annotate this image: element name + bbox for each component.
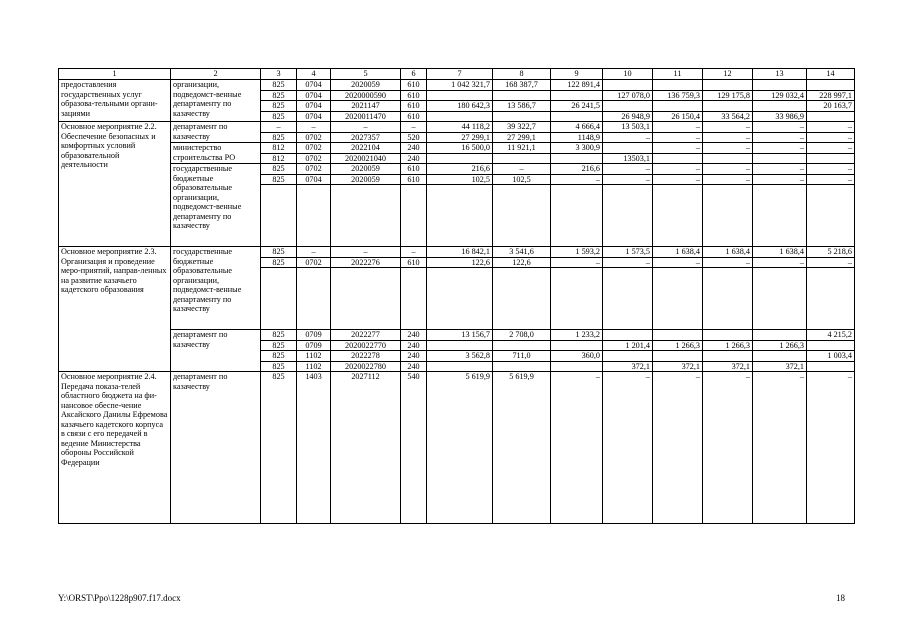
table-cell	[807, 153, 855, 164]
table-row	[59, 247, 855, 258]
table-cell: –	[331, 122, 401, 133]
header-cell: 2	[171, 69, 261, 80]
table-cell: –	[807, 143, 855, 154]
table-cell	[653, 80, 703, 91]
item-name: предоставления государственных услуг образова-тельными органи-зациями	[59, 80, 171, 122]
table-cell: 825	[261, 372, 297, 524]
table-cell: –	[653, 164, 703, 175]
table-cell: 825	[261, 330, 297, 341]
table-cell	[653, 351, 703, 362]
table-row	[59, 330, 855, 341]
table-cell: 11 921,1	[493, 143, 551, 154]
table-cell	[703, 330, 753, 341]
table-cell: –	[703, 132, 753, 143]
header-cell: 11	[653, 69, 703, 80]
table-cell: 102,5	[427, 174, 493, 185]
table-cell	[551, 340, 603, 351]
table-cell: 122,6	[493, 257, 551, 268]
table-cell: –	[603, 372, 653, 524]
table-cell: 610	[401, 101, 427, 112]
table-cell: 4 666,4	[551, 122, 603, 133]
executor-name: министерство строительства РО	[171, 143, 261, 164]
table-row	[59, 122, 855, 133]
table-cell: 520	[401, 132, 427, 143]
table-cell: 216,6	[551, 164, 603, 175]
table-cell: 0704	[297, 101, 331, 112]
table-cell: 825	[261, 111, 297, 122]
empty-cell	[297, 268, 331, 330]
table-cell: 2020000590	[331, 90, 401, 101]
header-cell: 14	[807, 69, 855, 80]
table-cell: 1102	[297, 361, 331, 372]
empty-cell	[551, 185, 603, 247]
table-cell: 13 156,7	[427, 330, 493, 341]
table-cell: 372,1	[753, 361, 807, 372]
table-cell	[493, 90, 551, 101]
header-cell: 4	[297, 69, 331, 80]
empty-cell	[331, 268, 401, 330]
table-cell: 812	[261, 153, 297, 164]
table-cell: 3 541,6	[493, 247, 551, 258]
table-row	[59, 80, 855, 91]
empty-cell	[401, 185, 427, 247]
table-cell: 2027357	[331, 132, 401, 143]
empty-cell	[603, 185, 653, 247]
table-cell: 372,1	[703, 361, 753, 372]
table-cell: –	[703, 122, 753, 133]
table-cell: 26 948,9	[603, 111, 653, 122]
header-cell: 10	[603, 69, 653, 80]
header-row	[59, 69, 855, 80]
empty-cell	[703, 185, 753, 247]
table-cell: –	[551, 372, 603, 524]
table-cell: –	[297, 122, 331, 133]
table-cell: 1 201,4	[603, 340, 653, 351]
table-cell	[551, 90, 603, 101]
table-cell: 2022278	[331, 351, 401, 362]
header-cell: 7	[427, 69, 493, 80]
table-cell: 240	[401, 340, 427, 351]
table-cell: –	[603, 132, 653, 143]
table-cell: 39 322,7	[493, 122, 551, 133]
table-cell	[807, 111, 855, 122]
table-cell: 26 150,4	[653, 111, 703, 122]
item-name: Основное мероприятие 2.2. Обеспечение безопасных и комфортных условий образовательной деятельности	[59, 122, 171, 247]
table-cell: 2020022780	[331, 361, 401, 372]
table-cell	[753, 80, 807, 91]
table-cell: –	[603, 257, 653, 268]
table-cell: 2020022770	[331, 340, 401, 351]
table-cell	[551, 111, 603, 122]
table-cell: 1148,9	[551, 132, 603, 143]
header-cell: 12	[703, 69, 753, 80]
table-cell: 1 266,3	[653, 340, 703, 351]
table-cell: 825	[261, 132, 297, 143]
table-cell: 2022276	[331, 257, 401, 268]
table-cell: 372,1	[653, 361, 703, 372]
table-cell: 0702	[297, 132, 331, 143]
table-cell: 33 986,9	[753, 111, 807, 122]
table-cell: 825	[261, 174, 297, 185]
table-cell: 1 638,4	[753, 247, 807, 258]
executor-name: государственные бюджетные образовательные организации, подведомст-венные департаменту по казачеству	[171, 164, 261, 247]
table-cell: –	[807, 164, 855, 175]
table-cell	[603, 351, 653, 362]
table-cell: 2021147	[331, 101, 401, 112]
table-cell: 360,0	[551, 351, 603, 362]
table-cell	[603, 330, 653, 341]
table-cell: 240	[401, 351, 427, 362]
table-cell: –	[653, 257, 703, 268]
table-cell	[807, 80, 855, 91]
table-cell: 2 708,0	[493, 330, 551, 341]
table-cell: –	[703, 164, 753, 175]
table-cell: –	[493, 164, 551, 175]
empty-cell	[603, 268, 653, 330]
table-cell: –	[401, 247, 427, 258]
header-cell: 5	[331, 69, 401, 80]
table-row	[59, 143, 855, 154]
table-cell: 825	[261, 247, 297, 258]
table-cell: 33 564,2	[703, 111, 753, 122]
table-cell: 825	[261, 101, 297, 112]
header-cell: 13	[753, 69, 807, 80]
table-row	[59, 164, 855, 175]
empty-cell	[653, 268, 703, 330]
footer-file-path: Y:\ORST\Ppo\1228p907.f17.docx	[58, 593, 181, 603]
table-cell: –	[703, 372, 753, 524]
table-cell: 825	[261, 257, 297, 268]
header-cell: 6	[401, 69, 427, 80]
table-cell: 0704	[297, 80, 331, 91]
table-cell	[603, 80, 653, 91]
table-cell: 13 503,1	[603, 122, 653, 133]
table-cell: 1 233,2	[551, 330, 603, 341]
table-cell: 0704	[297, 111, 331, 122]
table-cell: 129 175,8	[703, 90, 753, 101]
table-cell	[551, 361, 603, 372]
table-cell: –	[807, 257, 855, 268]
empty-cell	[703, 268, 753, 330]
table-cell: 44 118,2	[427, 122, 493, 133]
table-cell: 2020021040	[331, 153, 401, 164]
table-cell: 711,0	[493, 351, 551, 362]
table-cell: 1403	[297, 372, 331, 524]
table-cell: 0702	[297, 164, 331, 175]
table-cell: 168 387,7	[493, 80, 551, 91]
table-cell: 1 638,4	[703, 247, 753, 258]
footer-page-number: 18	[836, 593, 845, 603]
table-cell: –	[551, 257, 603, 268]
table-cell: 216,6	[427, 164, 493, 175]
table-cell: 2027112	[331, 372, 401, 524]
table-cell	[653, 101, 703, 112]
table-cell: –	[703, 257, 753, 268]
table-cell: 1 593,2	[551, 247, 603, 258]
empty-cell	[401, 268, 427, 330]
table-cell: 27 299,1	[493, 132, 551, 143]
table-cell: –	[603, 174, 653, 185]
table-cell: –	[653, 143, 703, 154]
table-cell: 27 299,1	[427, 132, 493, 143]
table-cell: 240	[401, 143, 427, 154]
table-cell: 610	[401, 257, 427, 268]
table-cell	[753, 101, 807, 112]
table-cell: 228 997,1	[807, 90, 855, 101]
table-cell	[493, 361, 551, 372]
table-cell: –	[753, 372, 807, 524]
table-cell: 136 759,3	[653, 90, 703, 101]
table-cell	[703, 80, 753, 91]
table-cell: –	[807, 372, 855, 524]
table-cell: 13 586,7	[493, 101, 551, 112]
table-cell: 0704	[297, 174, 331, 185]
table-cell: 812	[261, 143, 297, 154]
executor-name: департамент по казачеству	[171, 330, 261, 372]
table-cell: 5 619,9	[427, 372, 493, 524]
header-cell: 8	[493, 69, 551, 80]
table-cell: 610	[401, 164, 427, 175]
table-cell: –	[401, 122, 427, 133]
header-cell: 9	[551, 69, 603, 80]
table-cell: –	[653, 132, 703, 143]
table-cell: 825	[261, 340, 297, 351]
table-cell: –	[551, 174, 603, 185]
table-cell	[807, 361, 855, 372]
empty-cell	[261, 268, 297, 330]
table-cell: –	[753, 122, 807, 133]
table-cell: 102,5	[493, 174, 551, 185]
table-cell	[703, 101, 753, 112]
empty-cell	[653, 185, 703, 247]
table-cell: –	[807, 122, 855, 133]
table-cell: 0702	[297, 257, 331, 268]
executor-name: департамент по казачеству	[171, 122, 261, 143]
table-cell: 2020059	[331, 174, 401, 185]
table-row	[59, 372, 855, 524]
table-cell: 240	[401, 361, 427, 372]
table-cell: 1 003,4	[807, 351, 855, 362]
table-cell	[493, 340, 551, 351]
table-cell	[427, 153, 493, 164]
table-cell: 127 078,0	[603, 90, 653, 101]
table-cell: 825	[261, 164, 297, 175]
table-cell: 240	[401, 330, 427, 341]
table-cell	[603, 101, 653, 112]
table-cell: 0704	[297, 90, 331, 101]
table-cell	[427, 90, 493, 101]
table-cell: –	[703, 143, 753, 154]
executor-name: организации, подведомст-венные департаменту по казачеству	[171, 80, 261, 122]
table-cell: 5 218,6	[807, 247, 855, 258]
table-cell: 1 638,4	[653, 247, 703, 258]
table-cell: –	[753, 132, 807, 143]
table-cell: 610	[401, 90, 427, 101]
table-cell: 5 619,9	[493, 372, 551, 524]
empty-cell	[551, 268, 603, 330]
table-cell: –	[807, 132, 855, 143]
table-cell: –	[261, 122, 297, 133]
empty-cell	[493, 268, 551, 330]
empty-cell	[427, 185, 493, 247]
empty-cell	[807, 268, 855, 330]
table-cell: 610	[401, 111, 427, 122]
table-cell: –	[753, 257, 807, 268]
item-name: Основное мероприятие 2.4. Передача показа-телей областного бюджета на фи-нансовое обеспе-чение Аксайского Данилы Ефремова казачьего кадетского корпуса в связи с его передачей в ведение Министерства обороны Российской Федерации	[59, 372, 171, 524]
table-cell	[427, 111, 493, 122]
table-cell: 2020011470	[331, 111, 401, 122]
table-cell	[427, 340, 493, 351]
table-cell: –	[331, 247, 401, 258]
table-cell: –	[753, 174, 807, 185]
table-cell: –	[753, 143, 807, 154]
empty-cell	[807, 185, 855, 247]
table-cell: 180 642,3	[427, 101, 493, 112]
table-cell: 610	[401, 174, 427, 185]
table-cell	[807, 340, 855, 351]
table-cell: 610	[401, 80, 427, 91]
table-cell	[653, 330, 703, 341]
table-cell: 122 891,4	[551, 80, 603, 91]
table-cell: 26 241,5	[551, 101, 603, 112]
table-cell: 1102	[297, 351, 331, 362]
table-cell: –	[653, 122, 703, 133]
table-cell: 0702	[297, 153, 331, 164]
table-cell: 3 562,8	[427, 351, 493, 362]
header-cell: 3	[261, 69, 297, 80]
table-cell: 372,1	[603, 361, 653, 372]
budget-table	[58, 68, 855, 524]
table-cell: 2022277	[331, 330, 401, 341]
table-cell	[493, 153, 551, 164]
table-cell	[603, 143, 653, 154]
table-cell: 825	[261, 351, 297, 362]
empty-cell	[493, 185, 551, 247]
table-cell: 1 266,3	[753, 340, 807, 351]
table-cell: –	[807, 174, 855, 185]
table-cell: 4 215,2	[807, 330, 855, 341]
table-cell	[703, 351, 753, 362]
table-cell: 2020059	[331, 80, 401, 91]
table-cell: 2020059	[331, 164, 401, 175]
executor-name: государственные бюджетные образовательные организации, подведомст-венные департаменту по казачеству	[171, 247, 261, 330]
table-cell: –	[653, 174, 703, 185]
table-cell: 1 573,5	[603, 247, 653, 258]
table-cell: 0702	[297, 143, 331, 154]
table-cell	[703, 153, 753, 164]
table-cell: 825	[261, 80, 297, 91]
table-cell: –	[753, 164, 807, 175]
table-cell: 0709	[297, 330, 331, 341]
table-cell: 20 163,7	[807, 101, 855, 112]
empty-cell	[427, 268, 493, 330]
table-cell: –	[703, 174, 753, 185]
table-cell: 0709	[297, 340, 331, 351]
table-cell: 13503,1	[603, 153, 653, 164]
empty-cell	[753, 185, 807, 247]
table-cell: 16 842,1	[427, 247, 493, 258]
table-cell	[551, 153, 603, 164]
table-cell: 2022104	[331, 143, 401, 154]
empty-cell	[297, 185, 331, 247]
table-cell: 1 042 321,7	[427, 80, 493, 91]
table-cell	[493, 111, 551, 122]
table-cell	[653, 153, 703, 164]
header-cell: 1	[59, 69, 171, 80]
item-name: Основное мероприятие 2.3. Организация и проведение меро-приятий, направ-ленных на развитие казачьего кадетского образования	[59, 247, 171, 372]
table-cell	[753, 153, 807, 164]
table-cell: 240	[401, 153, 427, 164]
table-cell: 122,6	[427, 257, 493, 268]
empty-cell	[261, 185, 297, 247]
empty-cell	[331, 185, 401, 247]
table-cell	[753, 351, 807, 362]
table-cell: 3 300,9	[551, 143, 603, 154]
table-cell: 16 500,0	[427, 143, 493, 154]
table-cell: 825	[261, 361, 297, 372]
table-cell: –	[603, 164, 653, 175]
table-cell: 825	[261, 90, 297, 101]
table-cell: –	[297, 247, 331, 258]
table-cell: 1 266,3	[703, 340, 753, 351]
executor-name: департамент по казачеству	[171, 372, 261, 524]
table-cell	[427, 361, 493, 372]
table-cell: 129 032,4	[753, 90, 807, 101]
table-cell: –	[653, 372, 703, 524]
table-cell	[753, 330, 807, 341]
empty-cell	[753, 268, 807, 330]
table-cell: 540	[401, 372, 427, 524]
